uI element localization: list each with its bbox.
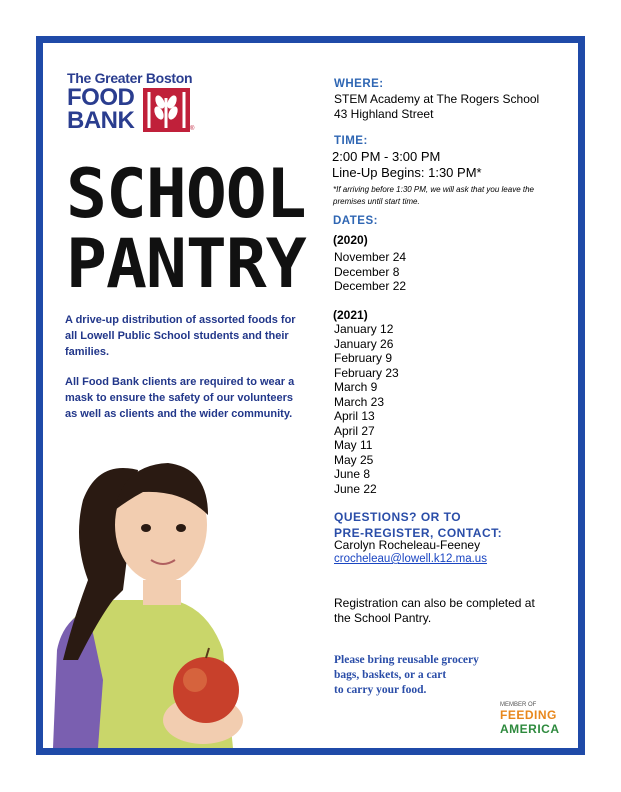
- logo-food: FOOD: [67, 84, 135, 111]
- page-title: [66, 155, 306, 304]
- time-details: [332, 149, 482, 181]
- registered-mark-icon: ®: [190, 126, 195, 132]
- date-item: January 26: [334, 336, 394, 351]
- date-item: February 23: [334, 365, 399, 380]
- date-item: April 13: [334, 409, 375, 423]
- logo-bank: BANK: [67, 107, 135, 134]
- wheat-icon: [143, 88, 190, 132]
- logo-tagline: The Greater Boston: [67, 70, 193, 86]
- date-item: December 8: [334, 264, 400, 279]
- wheat-icon-svg: [143, 88, 190, 132]
- intro-paragraph-1: A drive-up distribution of assorted foods for all Lowell Public School students and their families.: [65, 314, 296, 358]
- contact-name: Carolyn Rocheleau-Feeney: [334, 538, 481, 552]
- date-item: February 9: [334, 351, 393, 365]
- bring-line-1: Please bring reusable grocery: [334, 654, 479, 666]
- where-line-2: 43 Highland Street: [334, 107, 434, 121]
- date-item: March 9: [334, 380, 378, 394]
- where-label: WHERE:: [334, 78, 384, 90]
- fa-feeding: FEEDING: [500, 708, 557, 722]
- date-item: November 24: [334, 250, 407, 264]
- contact-heading-line-1: QUESTIONS? OR TO: [334, 510, 462, 524]
- contact-heading: [334, 509, 502, 541]
- date-item: June 8: [334, 467, 371, 481]
- child-photo: [43, 430, 273, 748]
- date-item: March 23: [334, 394, 385, 409]
- time-note: *If arriving before 1:30 PM, we will ask that you leave the premises until start time.: [333, 185, 534, 206]
- dates-label: DATES:: [333, 215, 378, 227]
- time-label: TIME:: [334, 135, 368, 147]
- time-lineup: Line-Up Begins: 1:30 PM*: [332, 165, 482, 180]
- intro-paragraph-2: All Food Bank clients are required to wear a mask to ensure the safety of our volunteers as well as clients and the wider community.: [65, 376, 295, 420]
- contact-heading-line-2: PRE-REGISTER, CONTACT:: [334, 526, 503, 540]
- bring-bags-note: [334, 653, 479, 698]
- fa-member-of: MEMBER OF: [500, 702, 537, 708]
- dates-year-2021: (2021): [333, 308, 368, 322]
- feeding-america-logo: [500, 702, 560, 736]
- contact-email-link[interactable]: crocheleau@lowell.k12.ma.us: [334, 553, 487, 565]
- where-line-1: STEM Academy at The Rogers School: [334, 92, 540, 106]
- title-line-1: SCHOOL: [66, 155, 306, 234]
- bring-line-2: bags, baskets, or a cart: [334, 669, 447, 681]
- date-item: December 22: [334, 279, 407, 293]
- date-item: January 12: [334, 322, 394, 336]
- time-hours: 2:00 PM - 3:00 PM: [332, 149, 441, 164]
- date-item: April 27: [334, 423, 375, 438]
- dates-list-2021: [334, 322, 399, 496]
- registration-note: Registration can also be completed at the School Pantry.: [334, 596, 535, 625]
- date-item: May 25: [334, 452, 374, 467]
- dates-year-2020: (2020): [333, 233, 368, 247]
- fa-america: AMERICA: [500, 722, 560, 736]
- dates-list-2020: [334, 250, 406, 294]
- title-line-2: PANTRY: [66, 225, 306, 304]
- where-details: [334, 92, 539, 122]
- bring-line-3: to carry your food.: [334, 684, 427, 696]
- date-item: June 22: [334, 481, 377, 496]
- logo-wordmark: [67, 86, 134, 132]
- date-item: May 11: [334, 438, 373, 452]
